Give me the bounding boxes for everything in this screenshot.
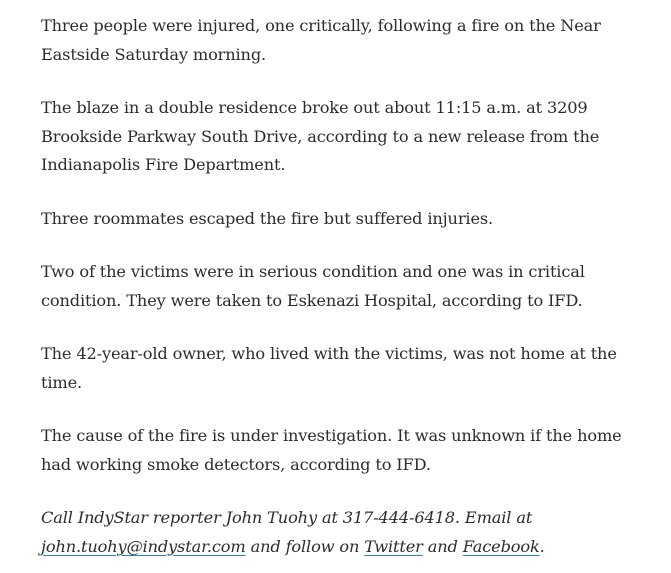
reporter-tagline	[41, 504, 656, 561]
paragraph-blaze-location: The blaze in a double residence broke out about 11:15 a.m. at 3209 Brookside Parkway South Drive, according to a new release from the Indianapolis Fire Department.	[41, 98, 600, 174]
paragraph-injuries: Three people were injured, one critically, following a fire on the Near Eastside Saturday morning.	[41, 16, 601, 64]
tagline-and: and	[422, 536, 463, 556]
paragraph-roommates: Three roommates escaped the fire but suffered injuries.	[41, 208, 494, 228]
paragraph-owner: The 42-year-old owner, who lived with the victims, was not home at the time.	[41, 344, 617, 392]
tagline-middle: and follow on	[245, 536, 365, 556]
twitter-link[interactable]: Twitter	[364, 536, 423, 556]
paragraph-cause: The cause of the fire is under investigation. It was unknown if the home had working smoke detectors, according to IFD.	[41, 426, 622, 474]
facebook-link[interactable]: Facebook	[462, 536, 540, 556]
article-body	[41, 12, 656, 561]
paragraph-victims-condition: Two of the victims were in serious condition and one was in critical condition. They were taken to Eskenazi Hospital, according to IFD.	[41, 262, 585, 310]
reporter-email-link[interactable]: john.tuohy@indystar.com	[41, 536, 246, 556]
tagline-end: .	[539, 536, 545, 556]
tagline-intro: Call IndyStar reporter John Tuohy at 317-444-6418. Email at	[41, 508, 533, 527]
